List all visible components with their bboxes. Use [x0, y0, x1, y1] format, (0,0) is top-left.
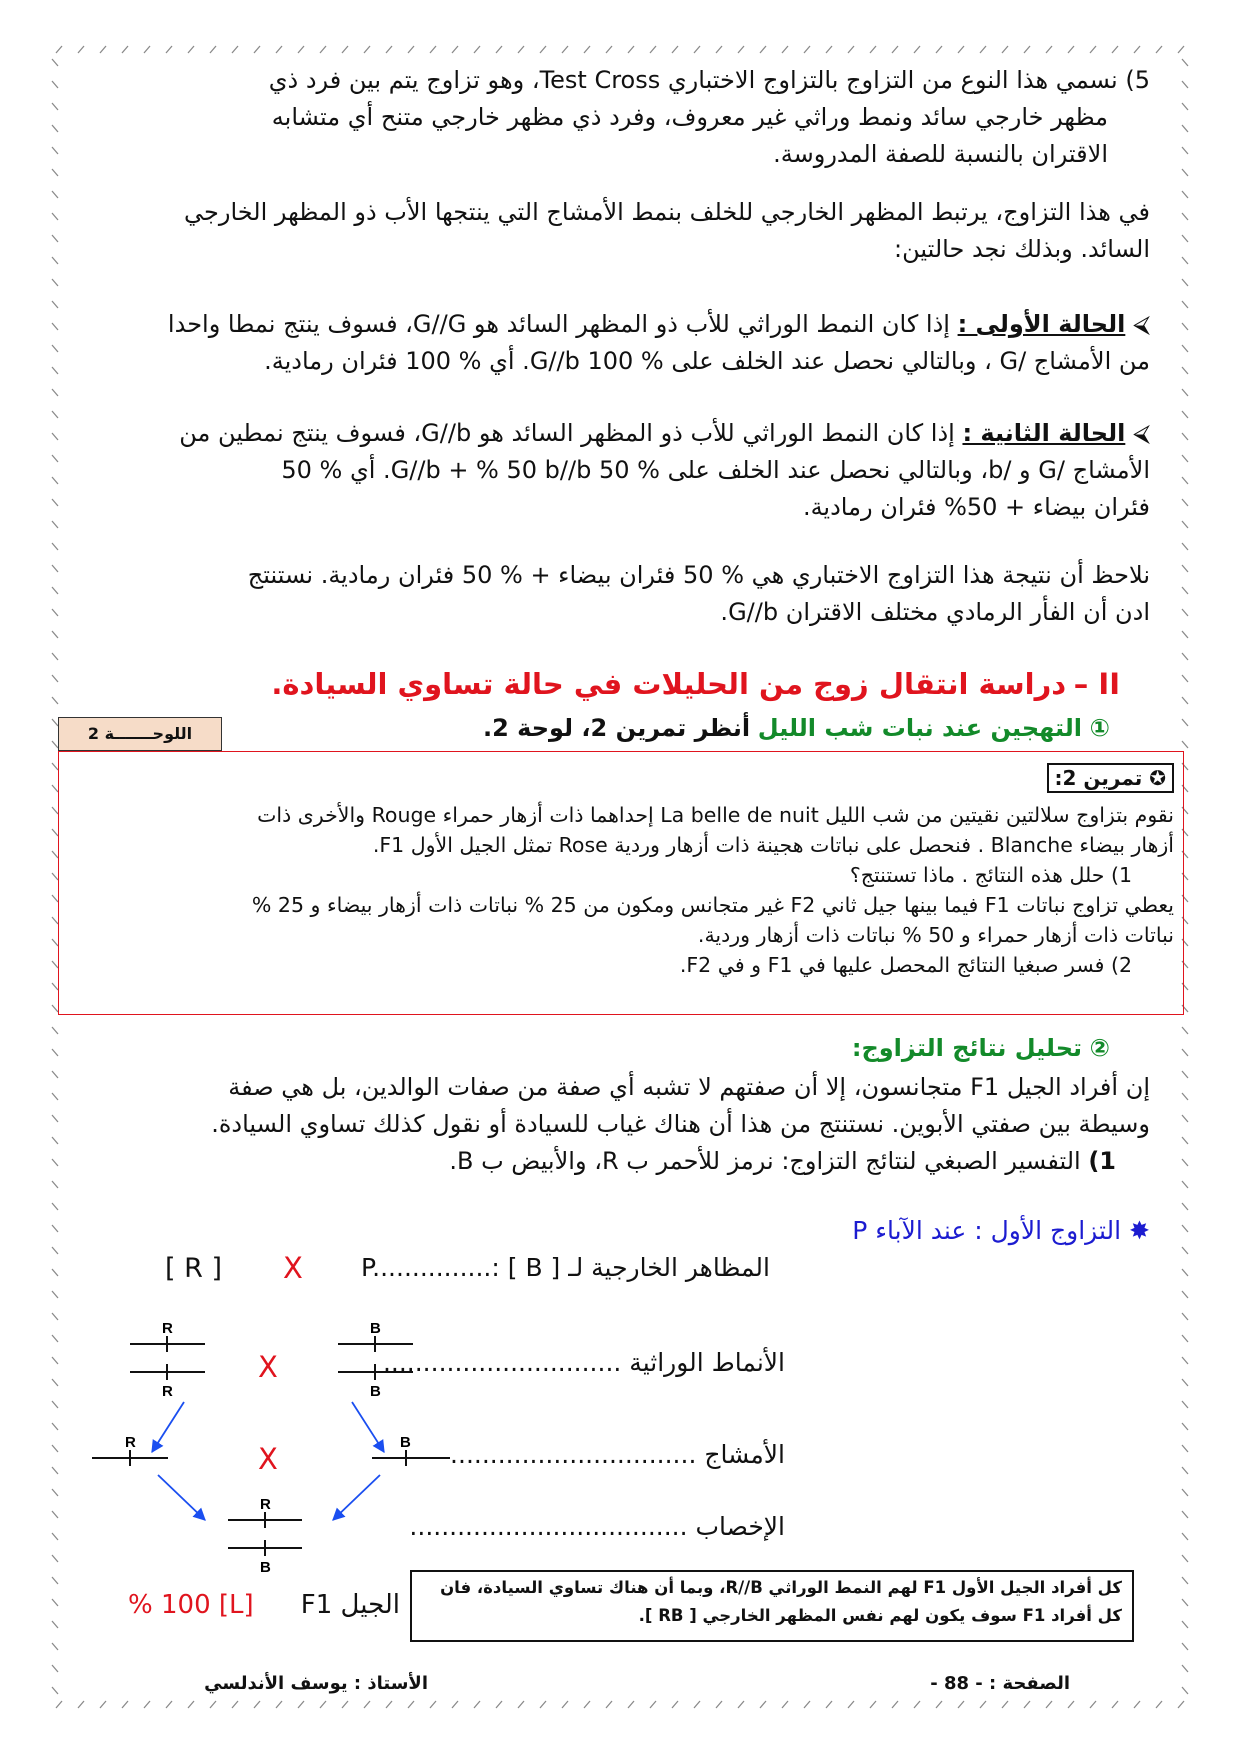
arrow-icon: [352, 1402, 384, 1452]
text-line: السائد. وبذلك نجد حالتين:: [894, 235, 1150, 263]
exercise-question: 1) حلل هذه النتائج . ماذا تستنتج؟: [849, 863, 1132, 887]
paragraph-case-2: [90, 415, 1150, 526]
plate-label: اللوحـــــــة 2: [58, 717, 222, 751]
interp-text: التفسير الصبغي لنتائج التزاوج: نرمز للأحمر ب R، والأبيض ب B.: [449, 1147, 1081, 1175]
exercise-question: 2) فسر صبغيا النتائج المحصل عليها في F1 و في F2.: [679, 953, 1132, 977]
arrow-icon: [333, 1475, 380, 1520]
text-line: كل أفراد F1 سوف يكون لهم نفس المظهر الخارجي [ RB ].: [638, 1606, 1122, 1625]
case-2-title: الحالة الثانية :: [962, 419, 1126, 447]
allele-label: R: [162, 1320, 173, 1337]
first-cross-heading: [450, 1211, 1150, 1251]
zygote-chromosomes: [228, 1496, 302, 1576]
section-title: دراسة انتقال زوج من الحليلات في حالة تساوي السيادة.: [271, 667, 1067, 701]
parent-red-chromosomes: [130, 1320, 205, 1400]
gametes-label: الأمشاج ...............................: [450, 1440, 785, 1469]
cross-symbol: X: [258, 1442, 278, 1476]
f1-label: الجيل F1: [300, 1590, 400, 1620]
cross-symbol: X: [283, 1251, 303, 1285]
exercise-title: ✪ تمرين 2:: [1047, 763, 1174, 793]
arrow-icon: [158, 1475, 205, 1520]
case-1-line: إذا كان النمط الوراثي للأب ذو المظهر السائد هو G//G، فسوف ينتج نمطا واحدا: [167, 310, 950, 338]
fertilization-label: الإخصاب ...................................: [409, 1512, 785, 1541]
allele-label: R: [125, 1434, 136, 1451]
arrow-bullet-icon: ⮘: [1132, 310, 1150, 338]
text-line: من الأمشاج /G ، وبالتالي نحصل عند الخلف على % 100 G//b. أي % 100 فئران رمادية.: [264, 347, 1150, 375]
phenotype-red: [ R ]: [165, 1253, 223, 1284]
text-line: في هذا التزاوج، يرتبط المظهر الخارجي للخلف بنمط الأمشاج التي ينتجها الأب ذو المظهر الخارجي: [184, 198, 1150, 226]
subsection-2-title: تحليل نتائج التزاوج:: [851, 1034, 1083, 1062]
chromosome-diagram: [80, 1320, 520, 1580]
allele-label: B: [260, 1559, 271, 1576]
exercise-line: أزهار بيضاء Blanche . فنحصل على نباتات هجينة ذات أزهار وردية Rose تمثل الجيل الأول F1.: [372, 833, 1174, 857]
subsection-2: [410, 1030, 1110, 1066]
first-cross-title: التزاوج الأول : عند الآباء P: [852, 1216, 1122, 1245]
exercise-line: يعطي تزاوج نباتات F1 فيما بينها جيل ثاني F2 غير متجانس ومكون من 25 % نباتات ذات أزهار بيضاء و 25 %: [251, 893, 1174, 917]
text-line: وسيطة بين صفتي الأبوين. نستنتج من هذا أن هناك غياب للسيادة أو نقول كذلك تساوي السيادة.: [211, 1110, 1150, 1138]
paragraph-test-cross: [90, 62, 1150, 173]
subsection-1-number: ①: [1089, 714, 1110, 742]
arrow-icon: [152, 1402, 184, 1452]
gamete-red: [92, 1434, 168, 1466]
conclusion-text: [422, 1574, 1122, 1630]
allele-label: B: [370, 1320, 381, 1337]
case-1-title: الحالة الأولى :: [957, 310, 1126, 338]
arrow-bullet-icon: ⮘: [1132, 419, 1150, 447]
text-line: ادن أن الفأر الرمادي مختلف الاقتران G//b.: [720, 598, 1150, 626]
allele-label: R: [162, 1383, 173, 1400]
paragraph-notice: [90, 557, 1150, 631]
allele-label: B: [400, 1434, 411, 1451]
text-line: [90, 306, 1150, 343]
paragraph-intro: [90, 194, 1150, 268]
interp-number: 1): [1088, 1147, 1116, 1175]
section-heading: [220, 664, 1120, 706]
text-line: [90, 1143, 1150, 1180]
subsection-1-rest: أنظر تمرين 2، لوحة 2.: [482, 714, 751, 742]
text-line: نلاحظ أن نتيجة هذا التزاوج الاختباري هي % 50 فئران بيضاء + % 50 فئران رمادية. نستنتج: [247, 561, 1150, 589]
subsection-1: [210, 709, 1110, 747]
phenotypes-label: المظاهر الخارجية لـ P...............: [ B ]: [360, 1253, 770, 1282]
text-line: 5) نسمي هذا النوع من التزاوج بالتزاوج الاختباري Test Cross، وهو تزاوج يتم بين فرد ذي: [268, 66, 1150, 94]
f1-result: [L] 100 %: [128, 1590, 254, 1620]
exercise-line: نباتات ذات أزهار حمراء و 50 % نباتات ذات أزهار وردية.: [697, 923, 1174, 947]
paragraph-case-1: [90, 306, 1150, 380]
section-number: II –: [1073, 667, 1120, 701]
subsection-2-number: ②: [1089, 1034, 1110, 1062]
paragraph-analysis: [90, 1069, 1150, 1180]
genotypes-label: الأنماط الوراثية ..............................: [382, 1348, 785, 1377]
exercise-line: نقوم بتزاوج سلالتين نقيتين من شب الليل La belle de nuit إحداهما ذات أزهار حمراء Rouge والأخرى ذات: [257, 803, 1174, 827]
page-number: الصفحة : - 88 -: [930, 1673, 1070, 1694]
text-line: فئران بيضاء + 50% فئران رمادية.: [802, 493, 1150, 521]
parent-white-chromosomes: [338, 1320, 413, 1400]
subsection-1-title: التهجين عند نبات شب الليل: [757, 714, 1083, 742]
exercise-text: [64, 800, 1174, 980]
text-line: مظهر خارجي سائد ونمط وراثي غير معروف، وفرد ذي مظهر خارجي متنح أي متشابه: [271, 103, 1108, 131]
star-icon: ✸: [1129, 1216, 1150, 1245]
allele-label: R: [260, 1496, 271, 1513]
text-line: كل أفراد الجيل الأول F1 لهم النمط الوراثي R//B، وبما أن هناك تساوي السيادة، فان: [440, 1578, 1122, 1597]
cross-symbol: X: [258, 1350, 278, 1384]
text-line: الاقتران بالنسبة للصفة المدروسة.: [773, 140, 1108, 168]
allele-label: B: [370, 1383, 381, 1400]
text-line: الأمشاج /G و /b، وبالتالي نحصل عند الخلف على % 50 G//b + % 50 b//b. أي % 50: [281, 456, 1150, 484]
text-line: إن أفراد الجيل F1 متجانسون، إلا أن صفتهم لا تشبه أي صفة من صفات الوالدين، بل هي صفة: [228, 1073, 1150, 1101]
teacher-name: الأستاذ : يوسف الأندلسي: [204, 1673, 428, 1694]
case-2-line: إذا كان النمط الوراثي للأب ذو المظهر السائد هو G//b، فسوف ينتج نمطين من: [179, 419, 955, 447]
text-line: [90, 415, 1150, 452]
